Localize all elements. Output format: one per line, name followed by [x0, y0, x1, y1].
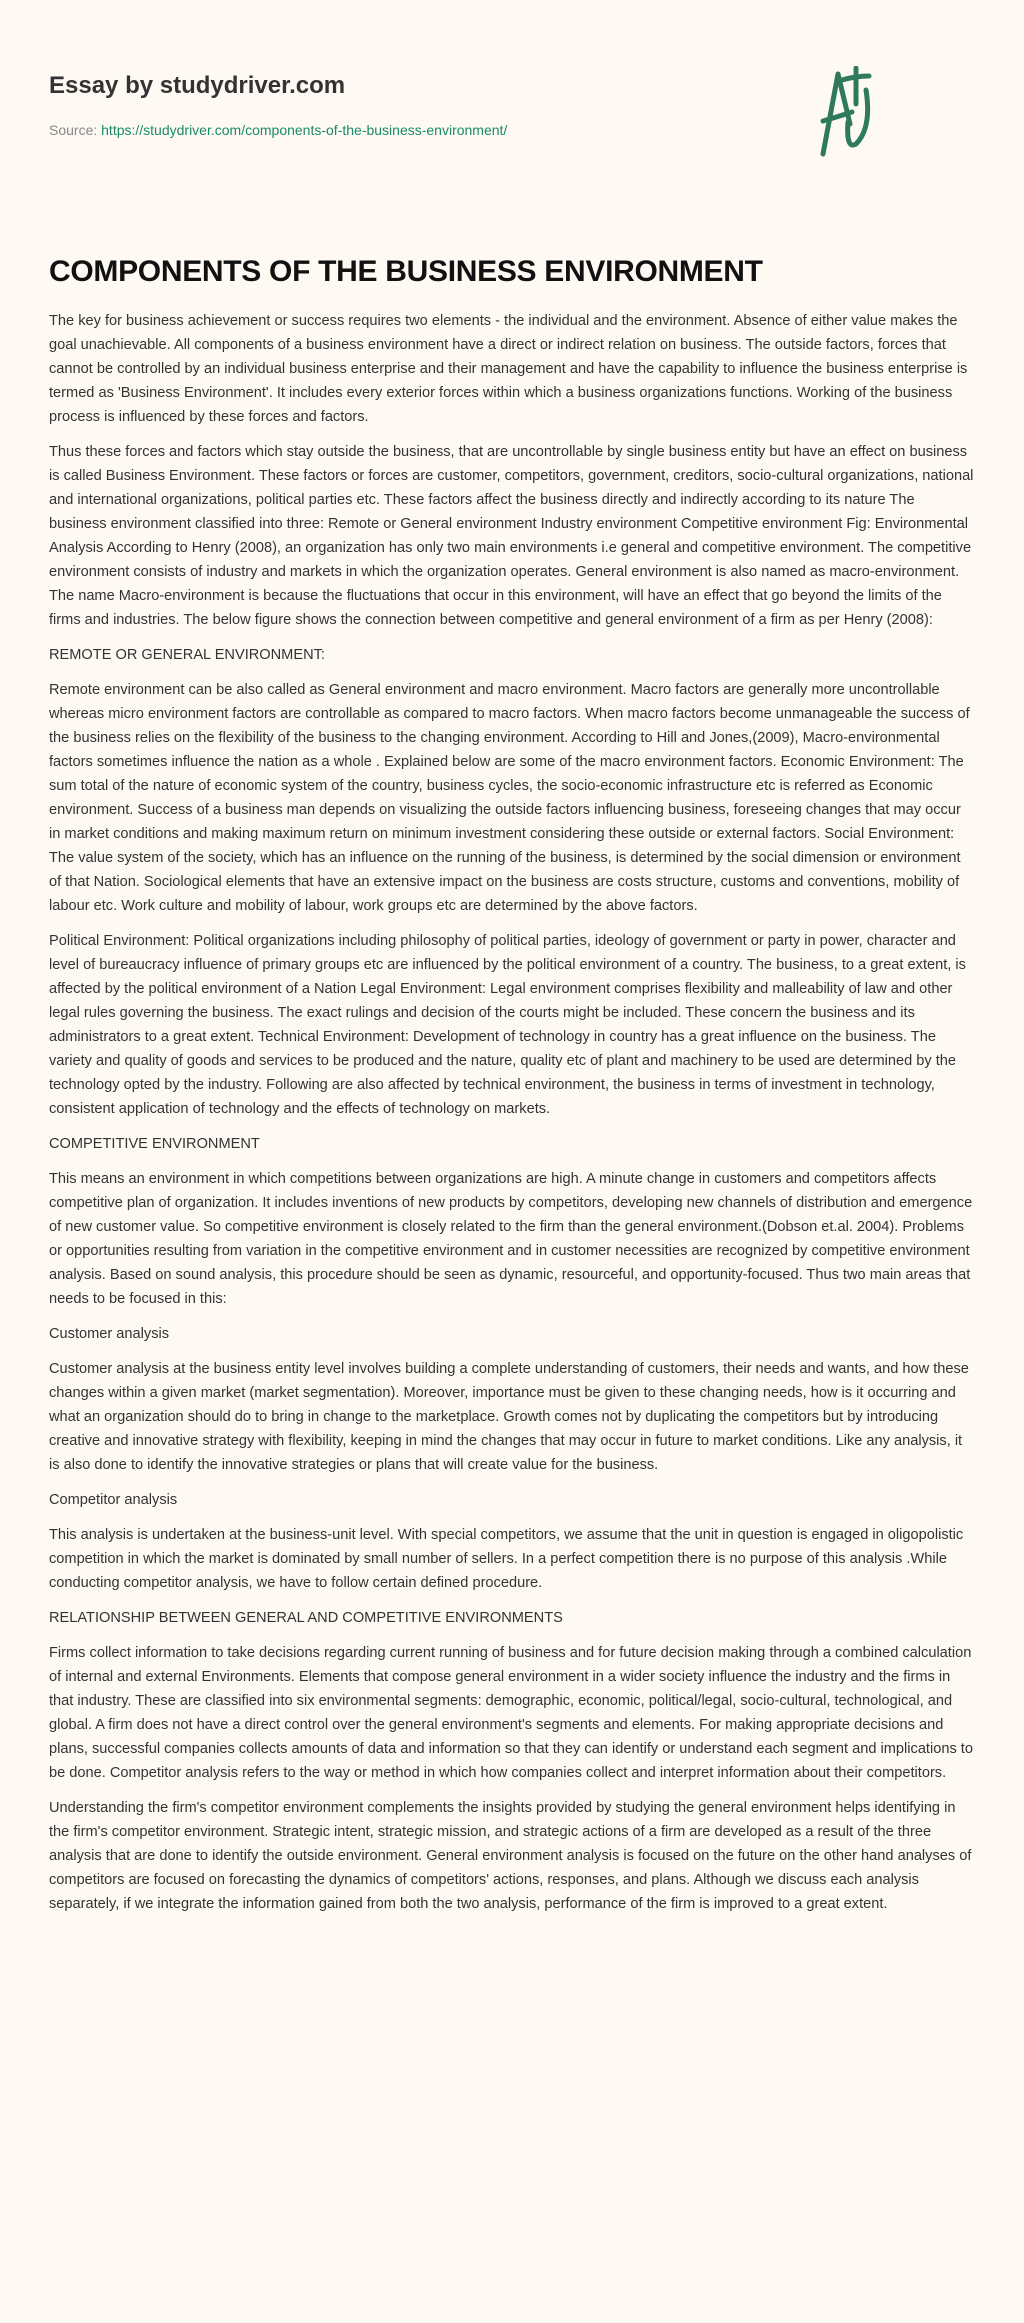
- paragraph: Thus these forces and factors which stay outside the business, that are uncontrollable by single business entity but have an effect on business is called Business Environment. These factors or forces are customer, competitors, government, creditors, socio-cultural organizations, national and international organizations, political parties etc. These factors affect the business directly and indirectly according to its nature The business environment classified into three: Remote or General environment Industry environment Competitive environment Fig: Environmental Analysis According to Henry (2008), an organization has only two main environments i.e general and competitive environment. The competitive environment consists of industry and markets in which the organization operates. General environment is also named as macro-environment. The name Macro-environment is because the fluctuations that occur in this environment, will have an effect that go beyond the limits of the firms and industries. The below figure shows the connection between competitive and general environment of a firm as per Henry (2008):: [49, 444, 974, 628]
- paragraph: Firms collect information to take decisions regarding current running of business and for future decision making through a combined calculation of internal and external Environments. Elements that compose general environment in a wider society influence the industry and the firms in that industry. These are classified into six environmental segments: demographic, economic, political/legal, socio-cultural, technological, and global. A firm does not have a direct control over the general environment's segments and elements. For making appropriate decisions and plans, successful companies collects amounts of data and information so that they can identify or understand each segment and implications to be done. Competitor analysis refers to the way or method in which how companies collect and interpret information about their competitors.: [49, 1645, 973, 1781]
- section-heading: COMPETITIVE ENVIRONMENT: [49, 1136, 260, 1152]
- essay-body: [49, 309, 975, 1916]
- paragraph: Understanding the firm's competitor environment complements the insights provided by studying the general environment helps identifying in the firm's competitor environment. Strategic intent, strategic mission, and strategic actions of a firm are developed as a result of the three analysis that are done to identify the outside environment. General environment analysis is focused on the future on the other hand analyses of competitors are focused on forecasting the dynamics of competitors' actions, responses, and plans. Although we discuss each analysis separately, if we integrate the information gained from both the two analysis, performance of the firm is improved to a great extent.: [49, 1800, 972, 1912]
- paragraph: Political Environment: Political organizations including philosophy of political parties, ideology of government or party in power, character and level of bureaucracy influence of primary groups etc are influenced by the political environment of a country. The business, to a great extent, is affected by the political environment of a Nation Legal Environment: Legal environment comprises flexibility and malleability of law and other legal rules governing the business. The exact rulings and decision of the courts might be included. These concern the business and its administrators to a great extent. Technical Environment: Development of technology in country has a great influence on the business. The variety and quality of goods and services to be produced and the nature, quality etc of plant and machinery to be used are determined by the technology opted by the industry. Following are also affected by technical environment, the business in terms of investment in technology, consistent application of technology and the effects of technology on markets.: [49, 933, 966, 1117]
- source-line: [49, 122, 507, 138]
- source-link[interactable]: https://studydriver.com/components-of-the-business-environment/: [101, 122, 508, 138]
- paragraph: Remote environment can be also called as General environment and macro environment. Macro factors are generally more uncontrollable whereas micro environment factors are controllable as compared to macro factors. When macro factors become unmanageable the success of the business relies on the flexibility of the business to the changing environment. According to Hill and Jones,(2009), Macro-environmental factors sometimes influence the nation as a whole . Explained below are some of the macro environment factors. Economic Environment: The sum total of the nature of economic system of the country, business cycles, the socio-economic infrastructure etc is referred as Economic environment. Success of a business man depends on visualizing the outside factors influencing business, foreseeing changes that may occur in market conditions and making maximum return on minimum investment considering these outside or external factors. Social Environment: The value system of the society, which has an influence on the running of the business, is determined by the social dimension or environment of that Nation. Sociological elements that have an extensive impact on the business are costs structure, customs and conventions, mobility of labour etc. Work culture and mobility of labour, work groups etc are determined by the above factors.: [49, 682, 970, 914]
- section-heading: REMOTE OR GENERAL ENVIRONMENT:: [49, 647, 325, 663]
- section-heading: RELATIONSHIP BETWEEN GENERAL AND COMPETITIVE ENVIRONMENTS: [49, 1610, 563, 1626]
- page-title: COMPONENTS OF THE BUSINESS ENVIRONMENT: [49, 255, 763, 288]
- page-header: [0, 0, 1024, 230]
- site-title: Essay by studydriver.com: [49, 72, 346, 99]
- paragraph: The key for business achievement or success requires two elements - the individual and the environment. Absence of either value makes the goal unachievable. All components of a business environment have a direct or indirect relation on business. The outside factors, forces that cannot be controlled by an individual business enterprise and their management and have the capability to influence the business enterprise is termed as 'Business Environment'. It includes every exterior forces within which a business organizations functions. Working of the business process is influenced by these forces and factors.: [49, 313, 968, 425]
- source-label: Source:: [49, 122, 98, 138]
- paragraph: This analysis is undertaken at the business-unit level. With special competitors, we assume that the unit in question is engaged in oligopolistic competition in which the market is dominated by small number of sellers. In a perfect competition there is no purpose of this analysis .While conducting competitor analysis, we have to follow certain defined procedure.: [49, 1527, 964, 1591]
- a-plus-logo-icon: [820, 66, 918, 166]
- section-heading: Customer analysis: [49, 1326, 170, 1342]
- paragraph: Customer analysis at the business entity level involves building a complete understanding of customers, their needs and wants, and how these changes within a given market (market segmentation). Moreover, importance must be given to these changing needs, how is it occurring and what an organization should do to bring in change to the marketplace. Growth comes not by duplicating the competitors but by introducing creative and innovative strategy with flexibility, keeping in mind the changes that may occur in future to market conditions. Like any analysis, it is also done to identify the innovative strategies or plans that will create value for the business.: [49, 1361, 969, 1473]
- section-heading: Competitor analysis: [49, 1492, 178, 1508]
- paragraph: This means an environment in which competitions between organizations are high. A minute change in customers and competitors affects competitive plan of organization. It includes inventions of new products by competitors, developing new channels of distribution and emergence of new customer value. So competitive environment is closely related to the firm than the general environment.(Dobson et.al. 2004). Problems or opportunities resulting from variation in the competitive environment and in customer necessities are recognized by competitive environment analysis. Based on sound analysis, this procedure should be seen as dynamic, resourceful, and opportunity-focused. Thus two main areas that needs to be focused in this:: [49, 1171, 973, 1307]
